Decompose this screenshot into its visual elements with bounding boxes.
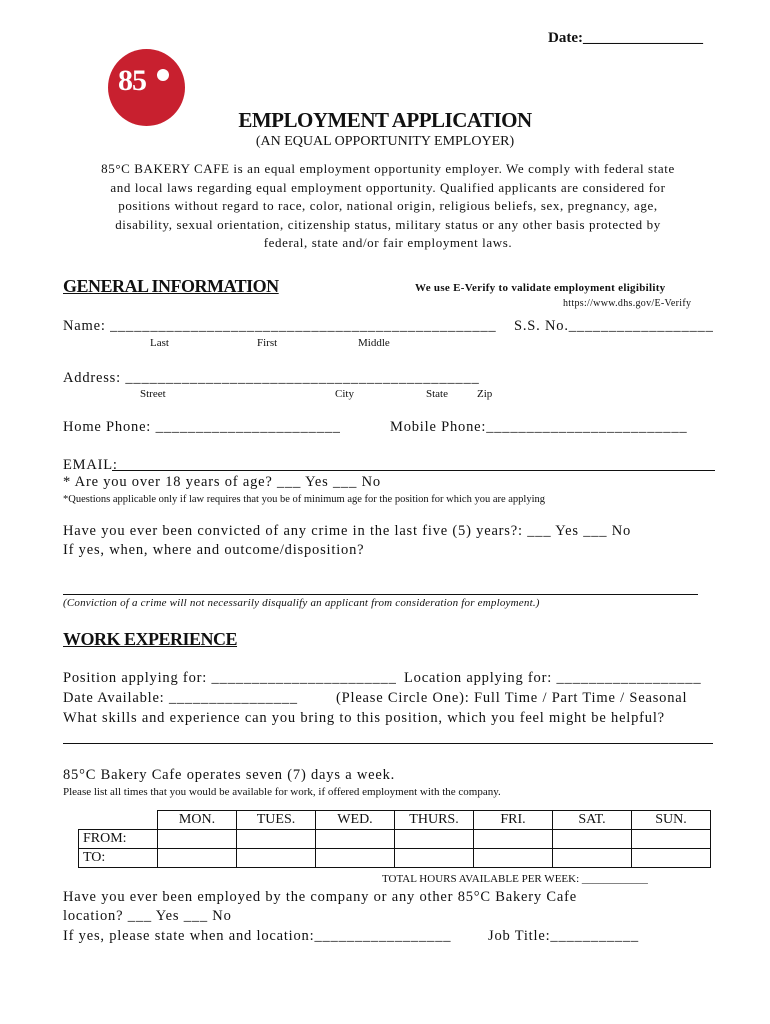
address-street-caption: Street	[140, 388, 166, 400]
conviction-disclaimer: (Conviction of a crime will not necessarily disqualify an applicant from consideration for employment.)	[63, 597, 540, 609]
to-cell[interactable]	[395, 849, 474, 868]
email-underline[interactable]	[112, 470, 715, 471]
address-city-caption: City	[335, 388, 354, 400]
logo-text: 85	[118, 64, 146, 97]
age-question[interactable]: * Are you over 18 years of age? ___ Yes ___ No	[63, 474, 381, 490]
logo-degree-dot	[157, 69, 169, 81]
conviction-question[interactable]: Have you ever been convicted of any crime in the last five (5) years?: ___ Yes ___ No	[63, 523, 632, 539]
table-corner	[79, 811, 158, 830]
position-field[interactable]: Position applying for: _______________________	[63, 670, 397, 686]
name-field[interactable]: Name: ________________________________________________	[63, 318, 497, 334]
page-subtitle: (AN EQUAL OPPORTUNITY EMPLOYER)	[255, 134, 515, 149]
prior-location-field[interactable]: If yes, please state when and location:_________________	[63, 928, 452, 944]
mobile-phone-field[interactable]: Mobile Phone:_________________________	[390, 419, 688, 435]
work-experience-heading: WORK EXPERIENCE	[63, 629, 238, 649]
day-header: SAT.	[553, 811, 632, 830]
from-cell[interactable]	[474, 830, 553, 849]
to-cell[interactable]	[316, 849, 395, 868]
table-row	[79, 830, 711, 849]
operates-note: 85°C Bakery Cafe operates seven (7) days a week.	[63, 767, 396, 783]
intro-line: 85°C BAKERY CAFE is an equal employment opportunity employer. We comply with federal state	[101, 161, 675, 176]
from-cell[interactable]	[395, 830, 474, 849]
to-cell[interactable]	[553, 849, 632, 868]
home-phone-field[interactable]: Home Phone: _______________________	[63, 419, 341, 435]
day-header: THURS.	[395, 811, 474, 830]
from-cell[interactable]	[553, 830, 632, 849]
from-cell[interactable]	[158, 830, 237, 849]
to-row-label: TO:	[79, 849, 158, 868]
from-cell[interactable]	[237, 830, 316, 849]
day-header: TUES.	[237, 811, 316, 830]
conviction-answer-line[interactable]	[63, 594, 698, 595]
intro-line: federal, state and/or fair employment laws.	[263, 235, 513, 250]
day-header: MON.	[158, 811, 237, 830]
ssn-field[interactable]: S.S. No.__________________	[514, 318, 714, 334]
to-cell[interactable]	[237, 849, 316, 868]
name-first-caption: First	[257, 337, 278, 349]
name-last-caption: Last	[150, 337, 169, 349]
prior-employment-question: Have you ever been employed by the company or any other 85°C Bakery Cafe	[63, 889, 577, 905]
employment-type-options[interactable]: (Please Circle One): Full Time / Part Time / Seasonal	[336, 690, 688, 706]
to-cell[interactable]	[474, 849, 553, 868]
availability-table	[78, 810, 711, 868]
day-header: WED.	[316, 811, 395, 830]
from-row-label: FROM:	[79, 830, 158, 849]
to-cell[interactable]	[632, 849, 711, 868]
table-row	[79, 849, 711, 868]
address-state-caption: State	[426, 388, 448, 400]
intro-line: and local laws regarding equal employment opportunity. Qualified applicants are considered for	[110, 179, 666, 195]
total-hours-field[interactable]: TOTAL HOURS AVAILABLE PER WEEK: ____________	[382, 873, 648, 885]
date-available-field[interactable]: Date Available: ________________	[63, 690, 298, 706]
age-question-note: *Questions applicable only if law requires that you be of minimum age for the position for which you are applying	[63, 494, 546, 505]
page-title: EMPLOYMENT APPLICATION	[238, 108, 532, 132]
email-field[interactable]: EMAIL:	[63, 457, 118, 473]
intro-line: disability, sexual orientation, citizenship status, military status or any other basis protected by	[115, 216, 661, 232]
general-information-heading: GENERAL INFORMATION	[63, 276, 279, 296]
skills-answer-line[interactable]	[63, 743, 713, 744]
from-cell[interactable]	[316, 830, 395, 849]
skills-question: What skills and experience can you bring to this position, which you feel might be helpful?	[63, 710, 665, 726]
prior-employment-answer[interactable]: location? ___ Yes ___ No	[63, 908, 232, 924]
everify-notice: We use E-Verify to validate employment eligibility	[415, 282, 666, 294]
name-middle-caption: Middle	[358, 337, 390, 349]
job-title-field[interactable]: Job Title:___________	[488, 928, 639, 944]
from-cell[interactable]	[632, 830, 711, 849]
equal-opportunity-statement	[55, 160, 721, 253]
availability-instructions: Please list all times that you would be available for work, if offered employment with the company.	[63, 786, 501, 798]
day-header: FRI.	[474, 811, 553, 830]
location-field[interactable]: Location applying for: __________________	[404, 670, 702, 686]
date-field-label[interactable]: Date:________________	[548, 30, 703, 46]
day-header: SUN.	[632, 811, 711, 830]
intro-line: positions without regard to race, color, national origin, religious beliefs, sex, pregnancy, age,	[118, 198, 658, 213]
everify-link[interactable]: https://www.dhs.gov/E-Verify	[563, 298, 692, 309]
table-row	[79, 811, 711, 830]
conviction-followup: If yes, when, where and outcome/disposition?	[63, 542, 365, 558]
address-zip-caption: Zip	[477, 388, 493, 400]
to-cell[interactable]	[158, 849, 237, 868]
address-field[interactable]: Address: ____________________________________________	[63, 370, 480, 386]
